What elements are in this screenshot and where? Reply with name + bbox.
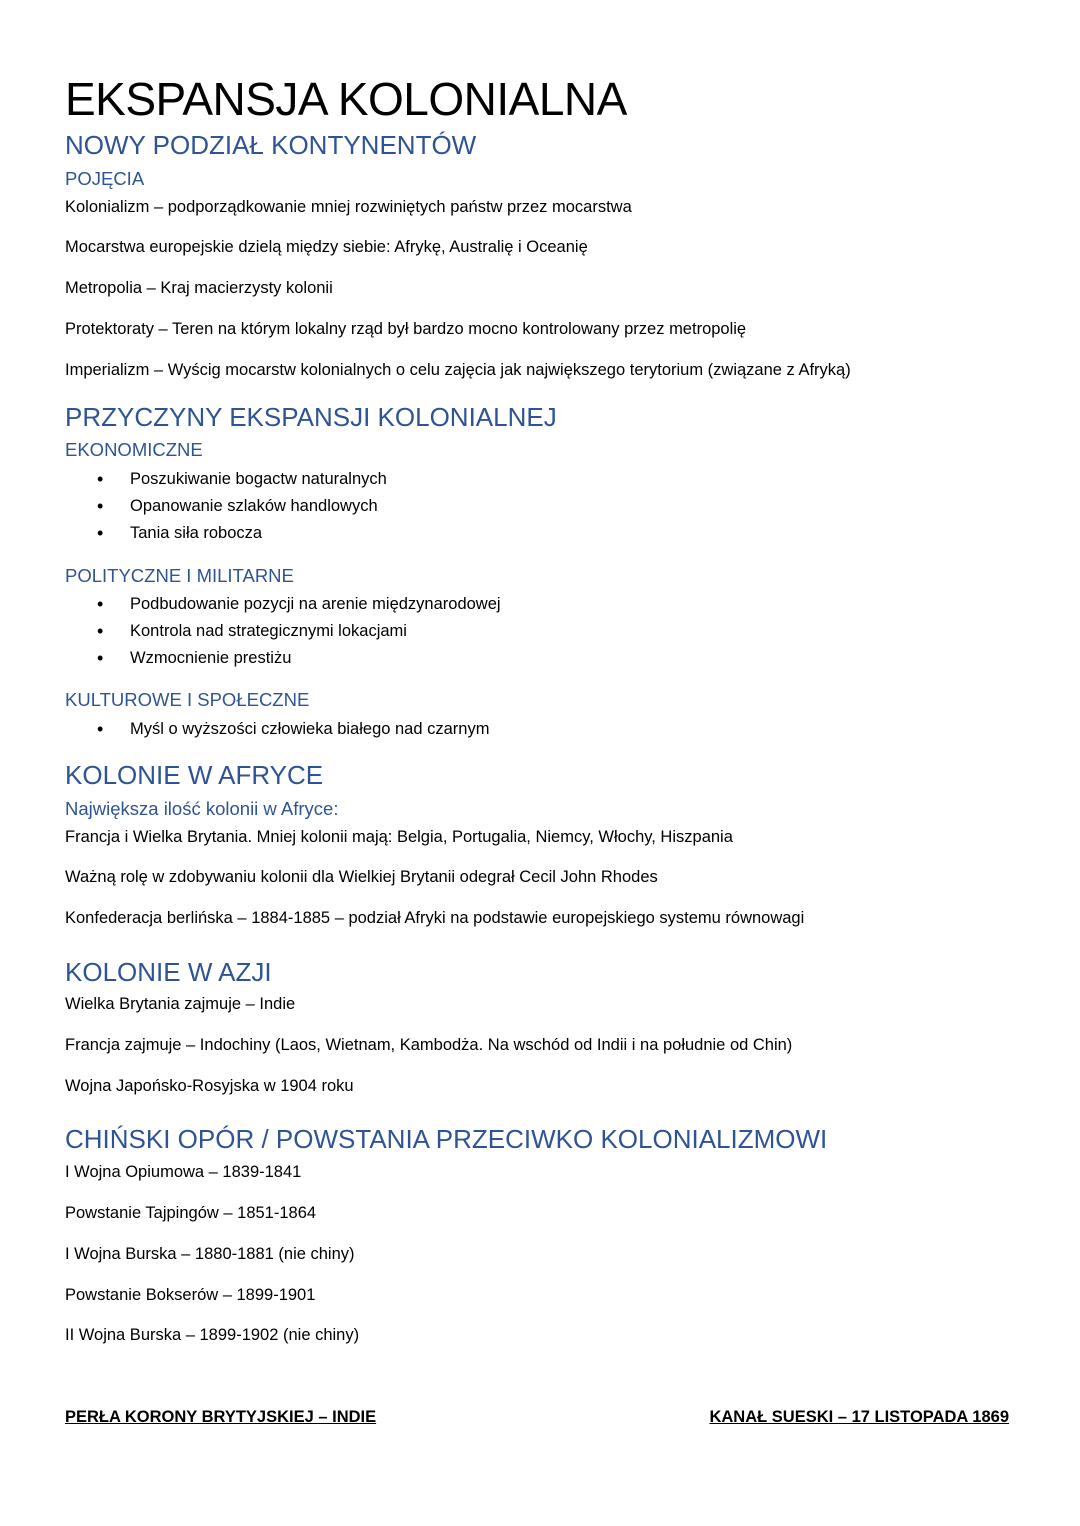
text-line: I Wojna Burska – 1880-1881 (nie chiny)	[65, 1245, 355, 1263]
text-line: II Wojna Burska – 1899-1902 (nie chiny)	[65, 1326, 360, 1344]
bullet-item: • Podbudowanie pozycji na arenie międzynarodowej	[97, 592, 501, 616]
text-line: Francja i Wielka Brytania. Mniej kolonii mają: Belgia, Portugalia, Niemcy, Włochy, Hiszpania	[65, 828, 733, 846]
section-heading: KOLONIE W AZJI	[65, 957, 272, 987]
subsection-heading: EKONOMICZNE	[65, 439, 203, 460]
text-line: Konfederacja berlińska – 1884-1885 – podział Afryki na podstawie europejskiego systemu równowagi	[65, 909, 805, 927]
subsection-heading: Największa ilość kolonii w Afryce:	[65, 798, 339, 819]
text-line: Ważną rolę w zdobywaniu kolonii dla Wielkiej Brytanii odegrał Cecil John Rhodes	[65, 868, 658, 886]
footer-note-right: KANAŁ SUESKI – 17 LISTOPADA 1869	[709, 1408, 1009, 1426]
bullet-item: • Kontrola nad strategicznymi lokacjami	[97, 619, 407, 643]
text-line: Powstanie Bokserów – 1899-1901	[65, 1286, 316, 1304]
text-line: Kolonializm – podporządkowanie mniej rozwiniętych państw przez mocarstwa	[65, 198, 632, 216]
text-line: Mocarstwa europejskie dzielą między siebie: Afrykę, Australię i Oceanię	[65, 238, 588, 256]
footer-note-left: PERŁA KORONY BRYTYJSKIEJ – INDIE	[65, 1408, 377, 1426]
text-line: I Wojna Opiumowa – 1839-1841	[65, 1163, 302, 1181]
subsection-heading: POLITYCZNE I MILITARNE	[65, 565, 294, 586]
bullet-item: • Tania siła robocza	[97, 521, 262, 545]
bullet-item: • Opanowanie szlaków handlowych	[97, 494, 378, 518]
text-line: Protektoraty – Teren na którym lokalny rząd był bardzo mocno kontrolowany przez metropolię	[65, 320, 747, 338]
subsection-heading: POJĘCIA	[65, 168, 145, 189]
section-heading: CHIŃSKI OPÓR / POWSTANIA PRZECIWKO KOLONIALIZMOWI	[65, 1124, 828, 1154]
text-line: Francja zajmuje – Indochiny (Laos, Wietnam, Kambodża. Na wschód od Indii i na południe od Chin)	[65, 1036, 793, 1054]
document-title: EKSPANSJA KOLONIALNA	[65, 73, 627, 125]
section-heading: KOLONIE W AFRYCE	[65, 760, 324, 790]
bullet-item: • Wzmocnienie prestiżu	[97, 646, 291, 670]
text-line: Powstanie Tajpingów – 1851-1864	[65, 1204, 317, 1222]
section-heading: PRZYCZYNY EKSPANSJI KOLONIALNEJ	[65, 402, 557, 432]
subsection-heading: KULTUROWE I SPOŁECZNE	[65, 689, 310, 710]
text-line: Metropolia – Kraj macierzysty kolonii	[65, 279, 333, 297]
text-line: Imperializm – Wyścig mocarstw kolonialnych o celu zajęcia jak największego terytorium (związane z Afryką)	[65, 361, 851, 379]
bullet-item: • Poszukiwanie bogactw naturalnych	[97, 467, 387, 491]
section-heading: NOWY PODZIAŁ KONTYNENTÓW	[65, 130, 477, 160]
text-line: Wojna Japońsko-Rosyjska w 1904 roku	[65, 1077, 354, 1095]
text-line: Wielka Brytania zajmuje – Indie	[65, 995, 296, 1013]
bullet-item: • Myśl o wyższości człowieka białego nad czarnym	[97, 717, 489, 741]
